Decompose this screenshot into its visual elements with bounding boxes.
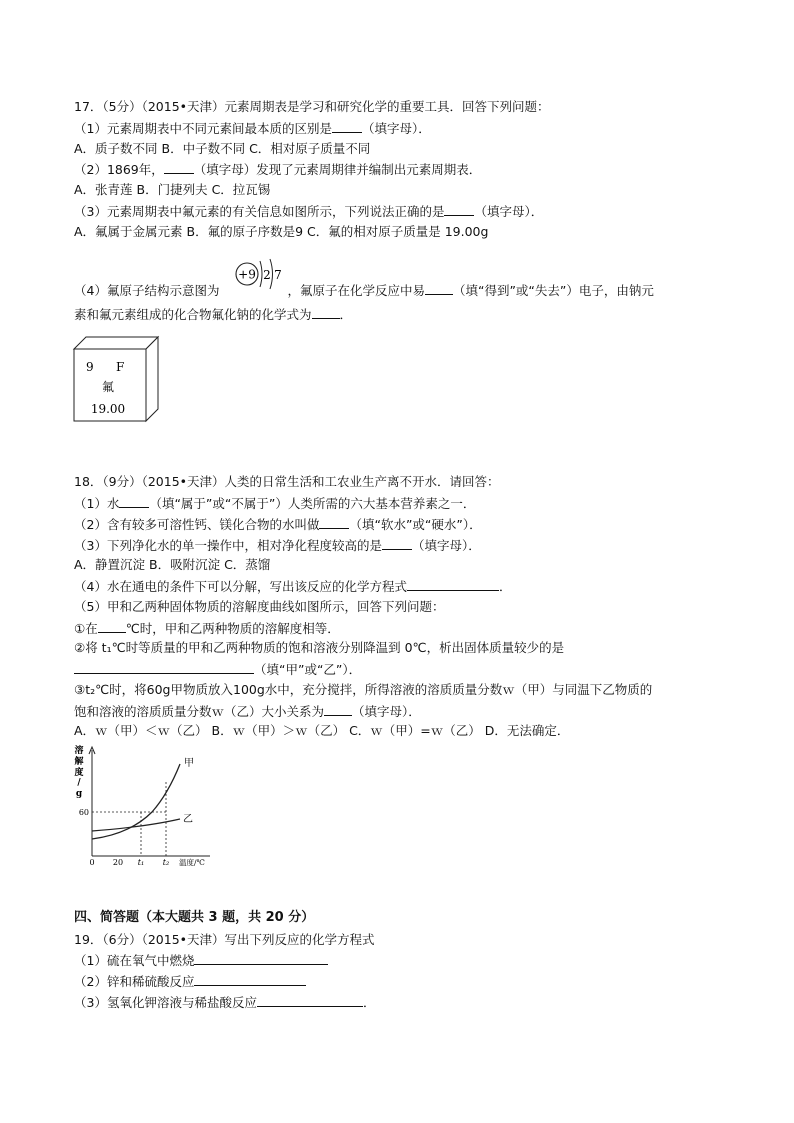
q17-header: 17．（5分）（2015•天津）元素周期表是学习和研究化学的重要工具．回答下列问题： bbox=[74, 99, 550, 114]
q17-part2: （2）1869年， （填字母）发现了元素周期律并编制出元素周期表． bbox=[74, 162, 482, 177]
answer-blank[interactable] bbox=[382, 537, 412, 550]
q19-header: 19．（6分）（2015•天津）写出下列反应的化学方程式 bbox=[74, 932, 375, 947]
q18-part2: （2）含有较多可溶性钙、镁化合物的水叫做 （填“软水”或“硬水”）． bbox=[74, 517, 482, 532]
answer-blank[interactable] bbox=[194, 973, 306, 986]
q19-part2: （2）锌和稀硫酸反应 bbox=[74, 973, 306, 990]
q18-sub2: ②将 t₁℃时等质量的甲和乙两种物质的饱和溶液分别降温到 0℃，析出固体质量较少的是 bbox=[74, 640, 565, 655]
answer-blank[interactable] bbox=[194, 952, 328, 965]
q17-part4: （4）氟原子结构示意图为 ，氟原子在化学反应中易 （填“得到”或“失去”）电子，由钠元 bbox=[74, 283, 654, 298]
svg-text:g: g bbox=[75, 789, 83, 799]
answer-blank[interactable] bbox=[319, 516, 349, 529]
answer-blank[interactable] bbox=[425, 282, 453, 295]
answer-blank[interactable] bbox=[257, 994, 363, 1007]
q18-part4: （4）水在通电的条件下可以分解，写出该反应的化学方程式 ． bbox=[74, 579, 512, 594]
answer-blank[interactable] bbox=[312, 306, 340, 319]
answer-blank[interactable] bbox=[324, 703, 352, 716]
q17-part4-line2: 素和氟元素组成的化合物氟化钠的化学式为 ． bbox=[74, 307, 353, 322]
y-axis-label bbox=[74, 744, 84, 799]
element-symbol: F bbox=[116, 360, 125, 374]
atomic-number: 9 bbox=[86, 360, 94, 374]
q18-part3-options: A．静置沉淀 B．吸附沉淀 C．蒸馏 bbox=[74, 557, 271, 572]
q18-sub3: ③t₂℃时，将60g甲物质放入100g水中，充分搅拌，所得溶液的溶质质量分数ｗ（甲）与同温下乙物质的 bbox=[74, 682, 653, 697]
nucleus-charge: +9 bbox=[238, 267, 256, 282]
q18-sub3-options: A．ｗ（甲）＜ｗ（乙） B．ｗ（甲）＞ｗ（乙） C．ｗ（甲）=ｗ（乙） D．无法确定． bbox=[74, 723, 570, 738]
q17-part1-options: A．质子数不同 B．中子数不同 C．相对原子质量不同 bbox=[74, 141, 371, 156]
svg-text:/: / bbox=[77, 778, 81, 788]
y-tick-60: 60 bbox=[78, 808, 89, 817]
atomic-mass: 19.00 bbox=[90, 402, 126, 416]
q19-part1: （1）硫在氧气中燃烧 bbox=[74, 952, 328, 969]
answer-blank[interactable] bbox=[332, 120, 362, 133]
q19-part3: （3）氢氧化钾溶液与稀盐酸反应 ． bbox=[74, 995, 376, 1010]
electron-shell-arc bbox=[260, 261, 262, 287]
q18-part3: （3）下列净化水的单一操作中，相对净化程度较高的是 （填字母）． bbox=[74, 538, 481, 553]
answer-blank[interactable] bbox=[444, 203, 474, 216]
answer-blank[interactable] bbox=[98, 620, 126, 633]
curve-jia bbox=[92, 764, 180, 839]
x-tick-t1: t₁ bbox=[137, 858, 145, 867]
shell-2-electrons: 7 bbox=[274, 268, 282, 282]
q17-part1: （1）元素周期表中不同元素间最本质的区别是 （填字母）． bbox=[74, 121, 431, 136]
x-tick-t2: t₂ bbox=[162, 858, 170, 867]
q18-part5: （5）甲和乙两种固体物质的溶解度曲线如图所示，回答下列问题： bbox=[74, 599, 445, 614]
q18-sub1: ①在 ℃时，甲和乙两种物质的溶解度相等． bbox=[74, 621, 340, 636]
shell-1-electrons: 2 bbox=[263, 268, 271, 282]
curve-yi-label: 乙 bbox=[183, 814, 193, 825]
q17-part2-options: A．张青莲 B．门捷列夫 C．拉瓦锡 bbox=[74, 182, 271, 197]
q18-header: 18．（9分）（2015•天津）人类的日常生活和工农业生产离不开水．请回答： bbox=[74, 474, 500, 489]
q18-sub2-line2: （填“甲”或“乙”）． bbox=[74, 661, 361, 678]
answer-blank[interactable] bbox=[164, 161, 194, 174]
answer-blank[interactable] bbox=[74, 661, 254, 674]
x-tick-20: 20 bbox=[112, 858, 124, 867]
fluorine-atom-diagram bbox=[229, 258, 289, 298]
x-tick-0: 0 bbox=[89, 858, 95, 867]
answer-blank[interactable] bbox=[119, 495, 149, 508]
curve-jia-label: 甲 bbox=[184, 758, 194, 769]
svg-text:解: 解 bbox=[74, 757, 84, 767]
q17-part3: （3）元素周期表中氟元素的有关信息如图所示，下列说法正确的是 （填字母）． bbox=[74, 204, 544, 219]
q17-part3-options: A．氟属于金属元素 B．氟的原子序数是9 C．氟的相对原子质量是 19.00g bbox=[74, 224, 489, 239]
q18-sub3-line2: 饱和溶液的溶质质量分数ｗ（乙）大小关系为 （填字母）． bbox=[74, 704, 421, 719]
q18-part1: （1）水 （填“属于”或“不属于”）人类所需的六大基本营养素之一． bbox=[74, 496, 476, 511]
x-axis-label: 温度/℃ bbox=[179, 858, 205, 867]
section-4-title: 四、简答题（本大题共 3 题，共 20 分） bbox=[74, 910, 315, 925]
element-name: 氟 bbox=[101, 380, 115, 394]
solubility-curve-graph bbox=[70, 742, 220, 867]
svg-text:溶: 溶 bbox=[74, 746, 84, 756]
fluorine-element-card bbox=[72, 335, 164, 425]
answer-blank[interactable] bbox=[407, 578, 499, 591]
svg-text:度: 度 bbox=[74, 768, 84, 778]
